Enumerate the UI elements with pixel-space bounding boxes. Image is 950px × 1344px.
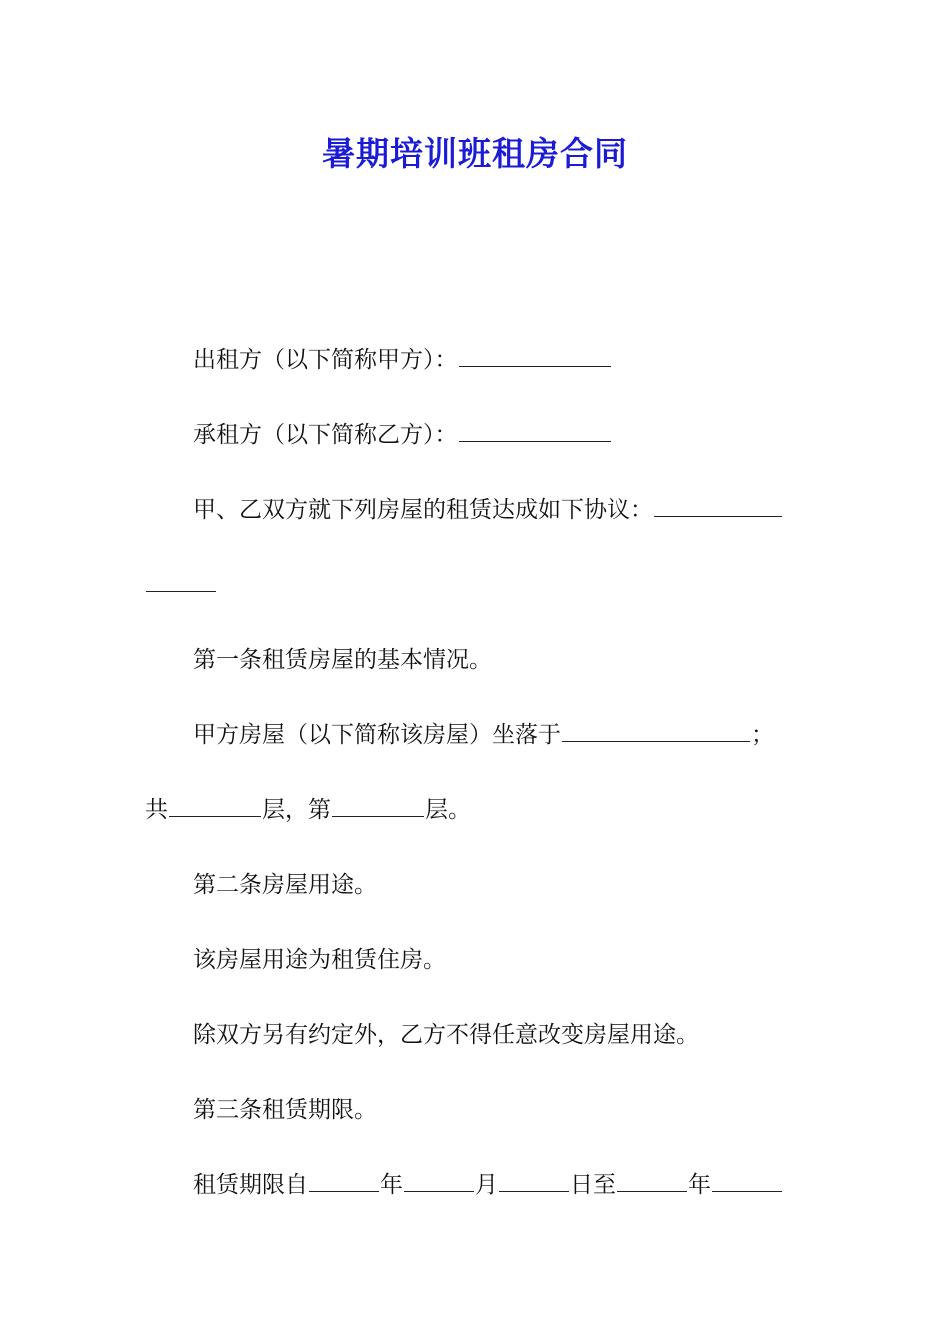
end-year-label: 年 [688,1172,711,1198]
location-label: 甲方房屋（以下简称该房屋）坐落于 [193,722,561,748]
lessor-line [193,345,612,375]
start-year-blank[interactable] [309,1171,379,1192]
start-year-label: 年 [380,1172,403,1198]
start-month-label: 月 [475,1172,498,1198]
agreement-blank-continued[interactable] [146,571,216,592]
end-month-blank[interactable] [712,1171,782,1192]
lessee-blank[interactable] [459,421,611,442]
lessee-label: 承租方（以下简称乙方）： [193,422,458,448]
period-prefix: 租赁期限自 [193,1172,308,1198]
location-blank[interactable] [562,721,750,742]
article-3-period-line [193,1170,783,1200]
lessor-label: 出租方（以下简称甲方）： [193,347,458,373]
article-1-location-line [193,720,774,750]
start-day-blank[interactable] [499,1171,569,1192]
start-month-blank[interactable] [404,1171,474,1192]
end-year-blank[interactable] [617,1171,687,1192]
article-2-use: 该房屋用途为租赁住房。 [193,947,446,973]
start-day-label: 日至 [570,1172,616,1198]
page-title: 暑期培训班租房合同 [322,134,628,173]
agreement-line [193,495,783,525]
location-end: ； [751,722,774,748]
floors-total-blank[interactable] [169,796,261,817]
lessor-blank[interactable] [459,346,611,367]
floor-number-suffix: 层。 [425,797,471,823]
floors-total-suffix: 层，第 [262,797,331,823]
agreement-continuation [145,570,217,600]
article-2-heading: 第二条房屋用途。 [193,872,377,898]
agreement-blank[interactable] [654,496,782,517]
floors-total-prefix: 共 [145,797,168,823]
article-1-heading: 第一条租赁房屋的基本情况。 [193,647,492,673]
agreement-text: 甲、乙双方就下列房屋的租赁达成如下协议： [193,497,653,523]
article-2-restriction: 除双方另有约定外，乙方不得任意改变房屋用途。 [193,1022,699,1048]
floors-line [145,795,471,825]
floor-number-blank[interactable] [332,796,424,817]
article-3-heading: 第三条租赁期限。 [193,1097,377,1123]
lessee-line [193,420,612,450]
